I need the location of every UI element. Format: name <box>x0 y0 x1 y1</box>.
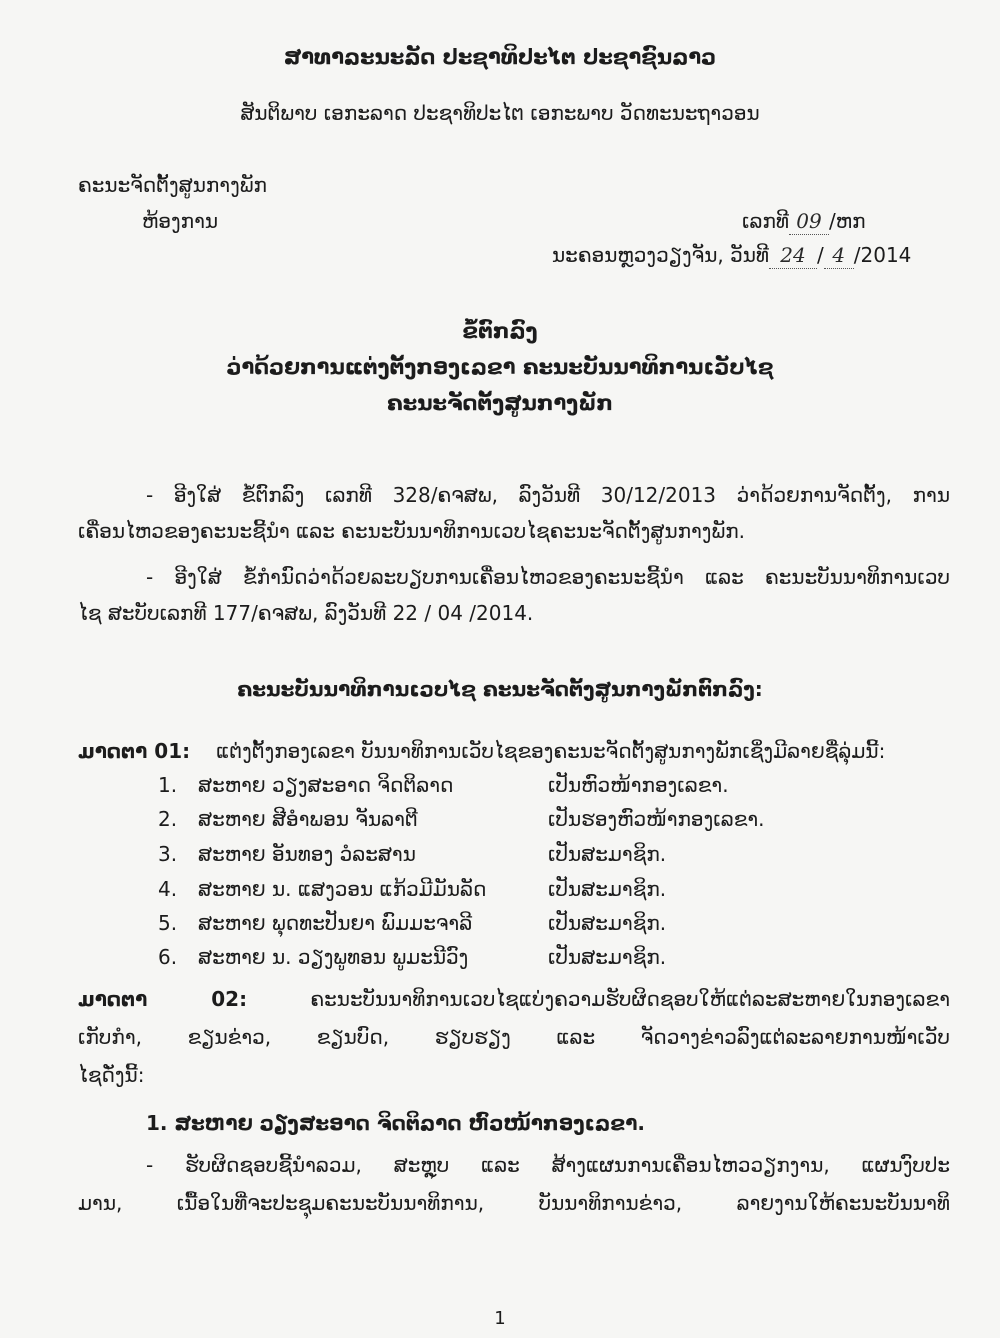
member-number: 3. <box>158 842 178 866</box>
member-role: ເປັນສະມາຊິກ. <box>548 911 667 935</box>
issuer-office: ຫ້ອງການ <box>142 209 219 233</box>
decision-heading: ຄະນະບັນນາທິການເວບໄຊ ຄະນະຈັດຕັ້ງສູນກາງພັກຕົກລົງ: <box>237 677 763 701</box>
place-and-date: ນະຄອນຫຼວງວຽງຈັນ, ວັນທີ 24 / 4 /2014 <box>552 243 912 267</box>
member-name: ສະຫາຍ ອັນທອງ ວໍລະສານ <box>198 842 416 866</box>
article-1 <box>78 738 885 764</box>
member-row <box>0 841 1000 867</box>
member-name: ສະຫາຍ ພຸດທະປັນຍາ ພົມມະຈາລີ <box>198 911 473 935</box>
date-month-handwritten: 4 <box>824 242 854 269</box>
article-1-text: ແຕ່ງຕັ້ງກອງເລຂາ ບັນນາທິການເວັບໄຊຂອງຄະນະຈັດຕັ້ງສູນກາງພັກເຊິ່ງມີລາຍຊື່ລຸ່ມນີ້: <box>216 739 886 763</box>
member-role: ເປັນຫົວໜ້າກອງເລຂາ. <box>548 773 729 797</box>
member-name: ສະຫາຍ ນ. ວຽງພູທອນ ພູມະນີວົງ <box>198 945 469 969</box>
place-date-prefix: ນະຄອນຫຼວງວຽງຈັນ, ວັນທີ <box>552 243 770 267</box>
reference-number-prefix: ເລກທີ <box>742 209 790 233</box>
article-2-line3: ໄຊດັ່ງນີ້: <box>78 1063 145 1087</box>
member-row <box>0 772 1000 798</box>
document-title: ຂໍ້ຕົກລົງ <box>462 319 538 343</box>
member-name: ສະຫາຍ ນ. ແສງວອນ ແກ້ວມີມັນລັດ <box>198 877 487 901</box>
member-row <box>0 944 1000 970</box>
reference-number <box>742 208 866 235</box>
article-2-text: ຄະນະບັນນາທິການເວບໄຊແບ່ງຄວາມຮັບຜິດຊອບໃຫ້ແຕ່ລະສະຫາຍໃນກອງເລຂາ <box>310 987 950 1011</box>
document-subtitle-line1: ວ່າດ້ວຍການແຕ່ງຕັ້ງກອງເລຂາ ຄະນະບັນນາທິການເວັບໄຊ <box>226 355 774 379</box>
national-motto: ສັນຕິພາບ ເອກະລາດ ປະຊາທິປະໄຕ ເອກະພາບ ວັດທະນະຖາວອນ <box>240 101 760 125</box>
member-role: ເປັນຮອງຫົວໜ້າກອງເລຂາ. <box>548 807 765 831</box>
article-2-label: ມາດຕາ 02: <box>78 987 248 1011</box>
preamble-2-line2: ໄຊ ສະບັບເລກທີ 177/ຄຈສພ, ລົງວັນທີ 22 / 04 /2014. <box>78 601 534 625</box>
preamble-1-line2: ເຄື່ອນໄຫວຂອງຄະນະຊີ້ນຳ ແລະ ຄະນະບັນນາທິການເວບໄຊຄະນະຈັດຕັ້ງສູນກາງພັກ. <box>78 519 745 543</box>
member-role: ເປັນສະມາຊິກ. <box>548 877 667 901</box>
article-1-label: ມາດຕາ 01: <box>78 739 191 763</box>
member-role: ເປັນສະມາຊິກ. <box>548 945 667 969</box>
page-number: 1 <box>494 1308 506 1329</box>
issuer-org: ຄະນະຈັດຕັ້ງສູນກາງພັກ <box>78 173 267 197</box>
country-name: ສາທາລະນະລັດ ປະຊາທິປະໄຕ ປະຊາຊົນລາວ <box>283 45 717 69</box>
section-1-line1: - ຮັບຜິດຊອບຊີ້ນຳລວມ, ສະຫຼຸບ ແລະ ສ້າງແຜນການເຄື່ອນໄຫວວຽກງານ, ແຜນງົບປະ <box>146 1153 950 1177</box>
reference-number-handwritten: 09 <box>789 208 829 235</box>
member-number: 1. <box>158 773 178 797</box>
section-1-line2: ມານ, ເນື້ອໃນທີ່ຈະປະຊຸມຄະນະບັນນາທິການ, ບັນນາທິການຂ່າວ, ລາຍງານໃຫ້ຄະນະບັນນາທິ <box>78 1191 950 1215</box>
preamble-1-line1: - ອີງໃສ່ ຂໍ້ຕົກລົງ ເລກທີ 328/ຄຈສພ, ລົງວັນທີ 30/12/2013 ວ່າດ້ວຍການຈັດຕັ້ງ, ການ <box>146 483 950 507</box>
member-number: 4. <box>158 877 178 901</box>
member-name: ສະຫາຍ ວຽງສະອາດ ຈິດຕິລາດ <box>198 773 454 797</box>
member-number: 6. <box>158 945 178 969</box>
date-day-handwritten: 24 <box>769 242 817 269</box>
article-2-line2: ເກັບກຳ, ຂຽນຂ່າວ, ຂຽນບົດ, ຮຽບຮຽງ ແລະ ຈັດວາງຂ່າວລົງແຕ່ລະລາຍການໜ້າເວັບ <box>78 1025 950 1049</box>
preamble-2-line1: - ອີງໃສ່ ຂໍ້ກຳນົດວ່າດ້ວຍລະບຽບການເຄື່ອນໄຫວຂອງຄະນະຊີ້ນຳ ແລະ ຄະນະບັນນາທິການເວບ <box>146 565 950 589</box>
member-name: ສະຫາຍ ສີອຳພອນ ຈັນລາຕີ <box>198 807 418 831</box>
section-1-heading: 1. ສະຫາຍ ວຽງສະອາດ ຈິດຕິລາດ ຫົວໜ້າກອງເລຂາ. <box>146 1111 646 1135</box>
date-year: /2014 <box>853 243 912 267</box>
member-number: 5. <box>158 911 178 935</box>
document-subtitle-line2: ຄະນະຈັດຕັ້ງສູນກາງພັກ <box>387 391 613 415</box>
reference-number-suffix: /ຫກ <box>829 209 866 233</box>
member-number: 2. <box>158 807 178 831</box>
member-row <box>0 876 1000 902</box>
member-row <box>0 910 1000 936</box>
member-row <box>0 806 1000 832</box>
member-role: ເປັນສະມາຊິກ. <box>548 842 667 866</box>
article-2-line1 <box>78 986 950 1012</box>
